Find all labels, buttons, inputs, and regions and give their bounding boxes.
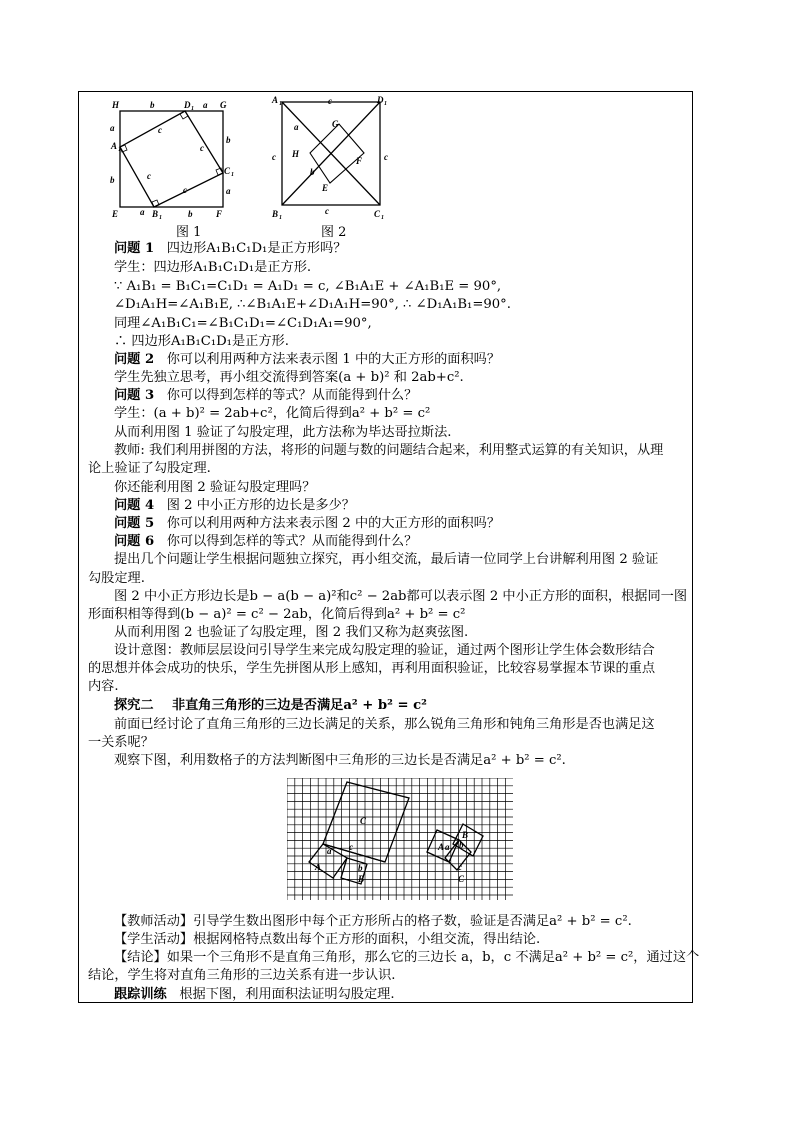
question-2-label: 问题 2 bbox=[114, 352, 155, 367]
explore-heading bbox=[114, 697, 694, 715]
fig1-label-H: H bbox=[112, 100, 120, 110]
text-line: 前面已经讨论了直角三角形的三边长满足的关系，那么锐角三角形和钝角三角形是否也满足这 bbox=[114, 717, 655, 732]
svg-text:1: 1 bbox=[191, 106, 194, 112]
grid-label-C2: C bbox=[458, 874, 465, 884]
figure-2-caption: 图 2 bbox=[321, 225, 347, 240]
text-line: 勾股定理. bbox=[88, 571, 145, 586]
text-line: 图 2 中小正方形边长是b − a(b − a)²和c² − 2ab都可以表示图 2 中小正方形的面积，根据同一图 bbox=[114, 589, 688, 604]
text-line: ∴ 四边形A₁B₁C₁D₁是正方形. bbox=[114, 334, 289, 349]
text-line: 形面积相等得到(b − a)² = c² − 2ab，化简后得到a² + b² = c² bbox=[88, 607, 466, 622]
fig1-label-A1: A bbox=[111, 141, 118, 151]
fig2-label-c-top: c bbox=[328, 96, 332, 106]
grid-label-a-1: a bbox=[327, 846, 332, 856]
fig2-label-B1: B bbox=[272, 209, 279, 219]
text-line: 一关系呢？ bbox=[88, 735, 154, 750]
text-line: 学生：四边形A₁B₁C₁D₁是正方形. bbox=[114, 260, 312, 275]
fig1-label-a-top: a bbox=[203, 100, 208, 110]
fig1-label-c-2: c bbox=[200, 143, 204, 153]
text-line: ∠D₁A₁H=∠A₁B₁E, ∴∠B₁A₁E+∠D₁A₁H=90°, ∴ ∠D₁A₁B₁=90°. bbox=[114, 297, 511, 312]
question-4-label: 问题 4 bbox=[114, 498, 155, 513]
text-line: 设计意图：教师层层设问引导学生来完成勾股定理的验证，通过两个图形让学生体会数形结合 bbox=[114, 643, 655, 658]
fig1-label-a-left: a bbox=[110, 123, 115, 133]
question-6-label: 问题 6 bbox=[114, 534, 155, 549]
question-6-line bbox=[114, 533, 694, 551]
grid-label-c-2: c bbox=[458, 862, 462, 872]
grid-label-B: B bbox=[358, 874, 365, 884]
svg-text:1: 1 bbox=[159, 215, 162, 221]
conclusion-line: 【结论】如果一个三角形不是直角三角形，那么它的三边长 a，b，c 不满足a² + b² = c²，通过这个 bbox=[114, 950, 700, 965]
question-3-label: 问题 3 bbox=[114, 388, 155, 403]
svg-text:1: 1 bbox=[384, 101, 387, 107]
fig1-label-b-bottom: b bbox=[188, 209, 193, 219]
figure-1-square bbox=[110, 95, 250, 235]
fig1-label-F: F bbox=[216, 209, 223, 219]
fig2-label-A1: A bbox=[272, 95, 279, 105]
fig1-label-b-right: b bbox=[226, 135, 231, 145]
fig2-label-a-top-left: a bbox=[294, 122, 299, 132]
svg-text:1: 1 bbox=[381, 215, 384, 221]
question-5-line bbox=[114, 515, 694, 533]
grid-label-C: C bbox=[360, 816, 367, 826]
question-5-label: 问题 5 bbox=[114, 516, 155, 531]
grid-label-b-1: b bbox=[358, 863, 363, 873]
fig1-label-c-1: c bbox=[158, 125, 162, 135]
fig2-label-D1: D bbox=[377, 95, 384, 105]
question-3-line bbox=[114, 387, 694, 405]
svg-text:1: 1 bbox=[279, 215, 282, 221]
svg-text:1: 1 bbox=[118, 147, 121, 153]
grid-label-A2: A bbox=[438, 842, 445, 852]
text-line: 提出几个问题让学生根据问题独立探究，再小组交流，最后请一位同学上台讲解利用图 2 验证 bbox=[114, 552, 659, 567]
question-2-text: 你可以利用两种方法来表示图 1 中的大正方形的面积吗？ bbox=[166, 352, 501, 367]
fig1-label-c-4: c bbox=[183, 185, 187, 195]
text-line: 的思想并体会成功的快乐，学生先拼图从形上感知，再利用面积验证，比较容易掌握本节课的重点 bbox=[88, 661, 656, 676]
question-1-line bbox=[114, 240, 694, 258]
text-line: 观察下图，利用数格子的方法判断图中三角形的三边长是否满足a² + b² = c². bbox=[114, 753, 566, 768]
fig1-label-D1: D bbox=[184, 100, 191, 110]
grid-label-b-2: b bbox=[459, 840, 464, 850]
text-line: 你还能利用图 2 验证勾股定理吗？ bbox=[114, 480, 316, 495]
question-4-line bbox=[114, 497, 694, 515]
explore-text: 非直角三角形的三边是否满足a² + b² = c² bbox=[171, 698, 427, 713]
text-line: 从而利用图 1 验证了勾股定理，此方法称为毕达哥拉斯法. bbox=[114, 425, 452, 440]
question-2-line bbox=[114, 351, 694, 369]
question-4-text: 图 2 中小正方形的边长是多少？ bbox=[166, 498, 355, 513]
fig1-label-E: E bbox=[112, 209, 119, 219]
text-line: ∵ A₁B₁ = B₁C₁=C₁D₁ = A₁D₁ = c, ∠B₁A₁E + ∠A₁B₁E = 90°, bbox=[114, 279, 502, 294]
question-1-label: 问题 1 bbox=[114, 241, 155, 256]
text-line: 学生：(a + b)² = 2ab+c²，化简后得到a² + b² = c² bbox=[114, 406, 431, 421]
fig2-label-C1: C bbox=[374, 209, 381, 219]
grid-label-A: A bbox=[315, 862, 322, 872]
fig2-label-b: b bbox=[310, 167, 315, 177]
grid-figure bbox=[287, 778, 517, 904]
fig1-label-G: G bbox=[220, 100, 227, 110]
svg-text:1: 1 bbox=[279, 101, 282, 107]
grid-label-a-2: a bbox=[445, 842, 450, 852]
figure-2-square bbox=[270, 93, 400, 223]
fig1-label-C1: C bbox=[224, 166, 231, 176]
fig2-label-c-bottom: c bbox=[325, 206, 329, 216]
tracking-practice-line bbox=[114, 986, 694, 1004]
fig2-label-G: G bbox=[332, 119, 339, 129]
text-line: 论上验证了勾股定理. bbox=[88, 461, 211, 476]
fig1-label-B1: B bbox=[152, 209, 159, 219]
question-6-text: 你可以得到怎样的等式？从而能得到什么？ bbox=[166, 534, 418, 549]
question-5-text: 你可以利用两种方法来表示图 2 中的大正方形的面积吗？ bbox=[166, 516, 501, 531]
fig1-label-a-bottom: a bbox=[140, 207, 145, 217]
fig2-label-F: F bbox=[356, 156, 363, 166]
text-line: 教师: 我们利用拼图的方法，将形的问题与数的问题结合起来，利用整式运算的有关知识，从理 bbox=[114, 443, 664, 458]
question-1-text: 四边形A₁B₁C₁D₁是正方形吗？ bbox=[166, 241, 347, 256]
grid-label-c-1: c bbox=[349, 842, 353, 852]
svg-text:1: 1 bbox=[231, 172, 234, 178]
conclusion-line-2: 结论，学生将对直角三角形的三边关系有进一步认识. bbox=[88, 968, 396, 983]
text-line: 从而利用图 2 也验证了勾股定理，图 2 我们又称为赵爽弦图. bbox=[114, 625, 469, 640]
fig2-label-E: E bbox=[322, 183, 329, 193]
text-line: 内容. bbox=[88, 679, 119, 694]
grid-label-B2: B bbox=[462, 830, 469, 840]
question-3-text: 你可以得到怎样的等式？从而能得到什么？ bbox=[166, 388, 418, 403]
fig2-label-H: H bbox=[292, 149, 300, 159]
fig2-label-c-left: c bbox=[272, 152, 276, 162]
fig1-label-b-top: b bbox=[150, 100, 155, 110]
teacher-activity-line: 【教师活动】引导学生数出图形中每个正方形所占的格子数，验证是否满足a² + b² = c². bbox=[114, 914, 632, 929]
tracking-text: 根据下图，利用面积法证明勾股定理. bbox=[179, 987, 395, 1002]
explore-label: 探究二 bbox=[114, 698, 154, 713]
text-line: 同理∠A₁B₁C₁=∠B₁C₁D₁=∠C₁D₁A₁=90°, bbox=[114, 316, 372, 331]
fig1-label-a-right: a bbox=[226, 186, 231, 196]
fig2-label-c-right: c bbox=[384, 152, 388, 162]
student-activity-line: 【学生活动】根据网格特点数出每个正方形的面积，小组交流，得出结论. bbox=[114, 932, 541, 947]
figure-1-caption: 图 1 bbox=[176, 225, 202, 240]
fig1-label-b-left: b bbox=[110, 175, 115, 185]
tracking-label: 跟踪训练 bbox=[114, 987, 167, 1002]
text-line: 学生先独立思考，再小组交流得到答案(a + b)² 和 2ab+c². bbox=[114, 370, 464, 385]
fig1-label-c-3: c bbox=[147, 171, 151, 181]
